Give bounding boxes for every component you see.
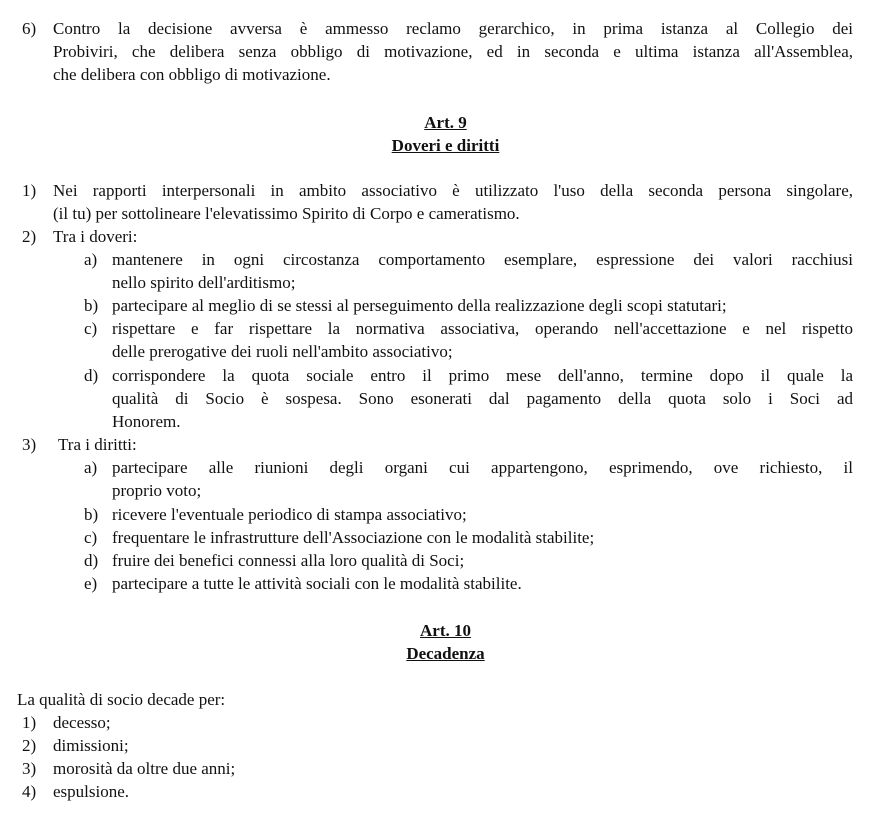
sub-item-line: partecipare alle riunioni degli organi cui appartengono, esprimendo, ove richiesto, il — [112, 458, 853, 477]
list-heading: Tra i doveri: — [53, 227, 138, 246]
item-number: 2) — [22, 736, 37, 755]
item-number: 6) — [22, 19, 37, 38]
sub-item-line: frequentare le infrastrutture dell'Associazione con le modalità stabilite; — [112, 528, 595, 547]
sub-item-letter: d) — [84, 551, 99, 570]
sub-item-line: qualità di Socio è sospesa. Sono esonerati dal pagamento della quota solo i Soci ad — [112, 389, 853, 408]
article-title: Art. 10 — [420, 621, 471, 640]
list-item: decesso; — [53, 713, 111, 732]
article-subtitle: Decadenza — [406, 644, 485, 663]
sub-item-letter: a) — [84, 458, 98, 477]
sub-item-letter: a) — [84, 250, 98, 269]
item-number: 3) — [22, 759, 37, 778]
paragraph-line: che delibera con obbligo di motivazione. — [53, 65, 331, 84]
sub-item-line: nello spirito dell'arditismo; — [112, 273, 296, 292]
paragraph-line: Nei rapporti interpersonali in ambito associativo è utilizzato l'uso della seconda persona singolare, — [53, 181, 853, 200]
paragraph-line: (il tu) per sottolineare l'elevatissimo Spirito di Corpo e cameratismo. — [53, 204, 520, 223]
paragraph-line: Probiviri, che delibera senza obbligo di motivazione, ed in seconda e ultima istanza all'Assemblea, — [53, 42, 853, 61]
article-title: Art. 9 — [424, 113, 467, 132]
sub-item-line: proprio voto; — [112, 481, 202, 500]
paragraph-line: Contro la decisione avversa è ammesso reclamo gerarchico, in prima istanza al Collegio dei — [53, 19, 853, 38]
list-item: espulsione. — [53, 782, 130, 801]
sub-item-line: partecipare al meglio di se stessi al perseguimento della realizzazione degli scopi statutari; — [112, 296, 727, 315]
sub-item-letter: b) — [84, 505, 99, 524]
sub-item-line: mantenere in ogni circostanza comportamento esemplare, espressione dei valori racchiusi — [112, 250, 853, 269]
item-number: 4) — [22, 782, 37, 801]
sub-item-line: fruire dei benefici connessi alla loro qualità di Soci; — [112, 551, 465, 570]
item-number: 1) — [22, 181, 37, 200]
sub-item-line: Honorem. — [112, 412, 181, 431]
item-number: 1) — [22, 713, 37, 732]
list-item: morosità da oltre due anni; — [53, 759, 236, 778]
sub-item-letter: e) — [84, 574, 98, 593]
sub-item-line: rispettare e far rispettare la normativa associativa, operando nell'accettazione e nel rispetto — [112, 319, 853, 338]
sub-item-line: corrispondere la quota sociale entro il primo mese dell'anno, termine dopo il quale la — [112, 366, 853, 385]
sub-item-letter: d) — [84, 366, 99, 385]
item-number: 2) — [22, 227, 37, 246]
sub-item-line: partecipare a tutte le attività sociali con le modalità stabilite. — [112, 574, 522, 593]
paragraph-intro: La qualità di socio decade per: — [17, 690, 226, 709]
sub-item-letter: c) — [84, 528, 98, 547]
list-heading: Tra i diritti: — [58, 435, 137, 454]
sub-item-line: delle prerogative dei ruoli nell'ambito associativo; — [112, 342, 453, 361]
sub-item-letter: b) — [84, 296, 99, 315]
list-item: dimissioni; — [53, 736, 129, 755]
article-subtitle: Doveri e diritti — [391, 136, 500, 155]
item-number: 3) — [22, 435, 37, 454]
sub-item-line: ricevere l'eventuale periodico di stampa associativo; — [112, 505, 467, 524]
sub-item-letter: c) — [84, 319, 98, 338]
